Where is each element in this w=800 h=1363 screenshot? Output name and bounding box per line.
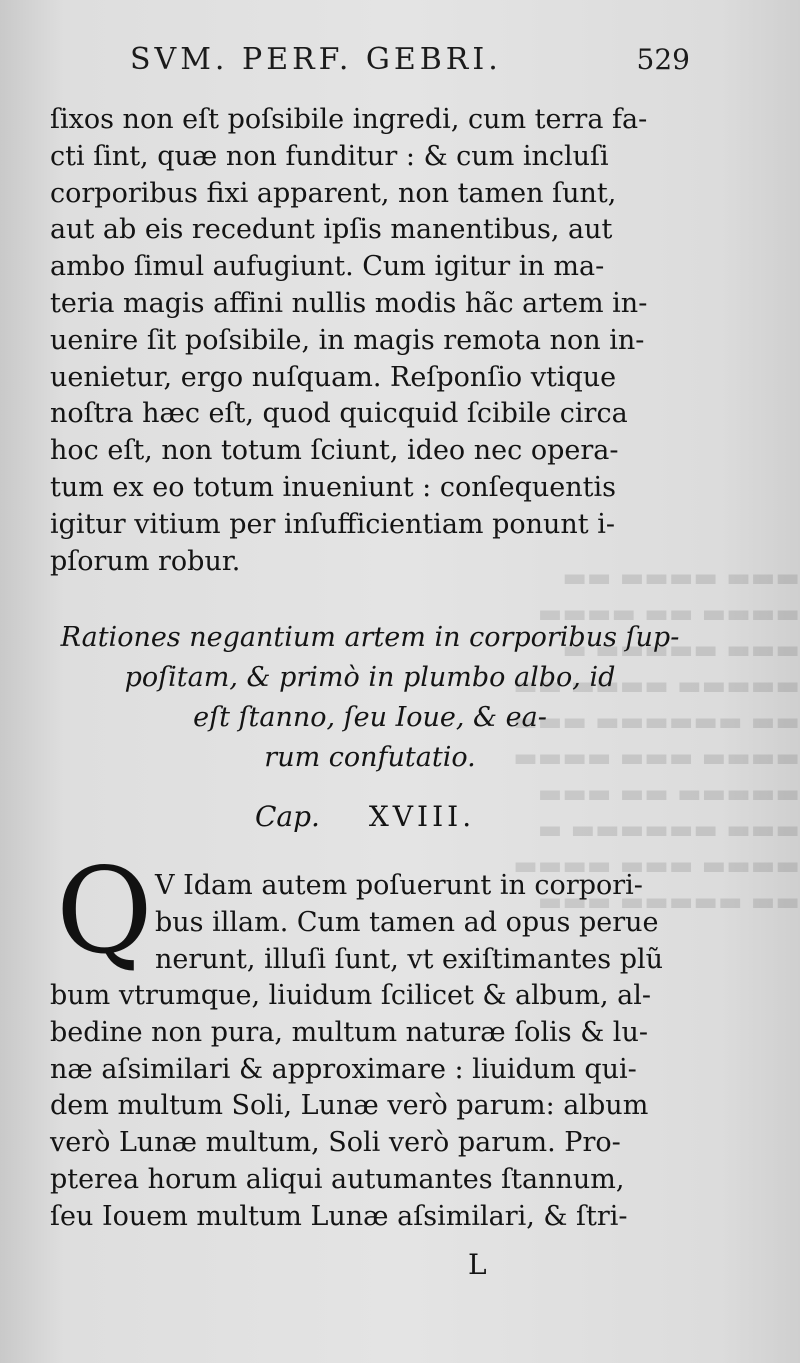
text-line: verò Lunæ multum, Soli verò parum. Pro- <box>50 1127 621 1159</box>
text-line: tum ex eo totum inueniunt : conſequentis <box>50 471 616 503</box>
text-line: nerunt, illuſi ſunt, vt exiſtimantes plũ <box>155 943 664 975</box>
text-line: pterea horum aliqui autumantes ſtannum, <box>50 1163 625 1195</box>
text-line: hoc eſt, non totum ſciunt, ideo nec opera- <box>50 435 619 467</box>
paragraph-body <box>50 978 680 1236</box>
text-line: ſixos non eſt poſsibile ingredi, cum terra fa- <box>50 104 648 135</box>
page-number: 529 <box>636 43 690 76</box>
heading-line: rum confutatio. <box>264 742 476 773</box>
text-line: bum vtrumque, liuidum ſcilicet & album, al- <box>50 980 652 1011</box>
heading-line: poſitam, & primò in plumbo albo, id <box>124 662 616 693</box>
text-line: uenire ſit poſsibile, in magis remota non in- <box>50 324 645 356</box>
bleed-through-text: ▬▬▬ ▬▬▬▬ ▬▬ ▬▬▬▬ ▬▬ ▬▬▬▬ ▬▬▬ ▬▬▬▬▬ ▬ ▬▬▬▬▬ ▬▬▬▬ ▬▬ ▬▬ ▬▬▬▬▬▬ ▬▬▬ ▬▬▬▬ ▬▬▬ ▬▬▬▬ ▬▬▬▬▬ ▬▬ ▬▬▬ ▬▬▬ ▬▬▬▬▬▬ ▬ ▬▬▬▬ ▬▬▬ ▬▬▬▬ ▬▬ ▬▬▬▬▬ ▬▬▬ <box>513 563 800 917</box>
chapter-label <box>255 800 515 833</box>
catchword: L <box>468 1248 487 1281</box>
text-line: bedine non pura, multum naturæ ſolis & lu- <box>50 1016 648 1048</box>
text-line: uenietur, ergo nuſquam. Reſponſio vtique <box>50 361 617 393</box>
text-line: bus illam. Cum tamen ad opus perue <box>155 906 659 938</box>
running-header <box>130 42 690 92</box>
text-line: cti ſint, quæ non funditur : & cum incluſi <box>50 140 609 172</box>
text-line: dem multum Soli, Lunæ verò parum: album <box>50 1090 649 1122</box>
text-line: V Idam autem poſuerunt in corpori- <box>155 870 643 901</box>
section-heading <box>60 618 680 778</box>
text-line: ſeu Iouem multum Lunæ aſsimilari, & ſtri- <box>50 1200 628 1232</box>
heading-line: Rationes negantium artem in corporibus ſup- <box>60 622 680 653</box>
paragraph-opening <box>155 868 680 978</box>
text-line: corporibus fixi apparent, non tamen ſunt, <box>50 177 617 209</box>
text-line: pſorum robur. <box>50 545 241 577</box>
chapter-number: XVIII. <box>368 800 476 833</box>
text-line: igitur vitium per inſufficientiam ponunt i- <box>50 508 615 540</box>
paragraph-continued <box>50 102 680 580</box>
text-line: ambo ſimul aufugiunt. Cum igitur in ma- <box>50 251 605 283</box>
drop-cap: Q <box>56 842 153 980</box>
running-title: SVM. PERF. GEBRI. <box>130 42 502 77</box>
text-line: næ aſsimilari & approximare : liuidum qui- <box>50 1053 637 1085</box>
heading-line: eſt ſtanno, ſeu Ioue, & ea- <box>193 702 547 733</box>
text-line: noſtra hæc eſt, quod quicquid ſcibile circa <box>50 398 628 430</box>
text-line: teria magis affini nullis modis hãc artem in- <box>50 287 648 319</box>
chapter-word: Cap. <box>255 800 320 833</box>
text-line: aut ab eis recedunt ipſis manentibus, aut <box>50 214 613 246</box>
